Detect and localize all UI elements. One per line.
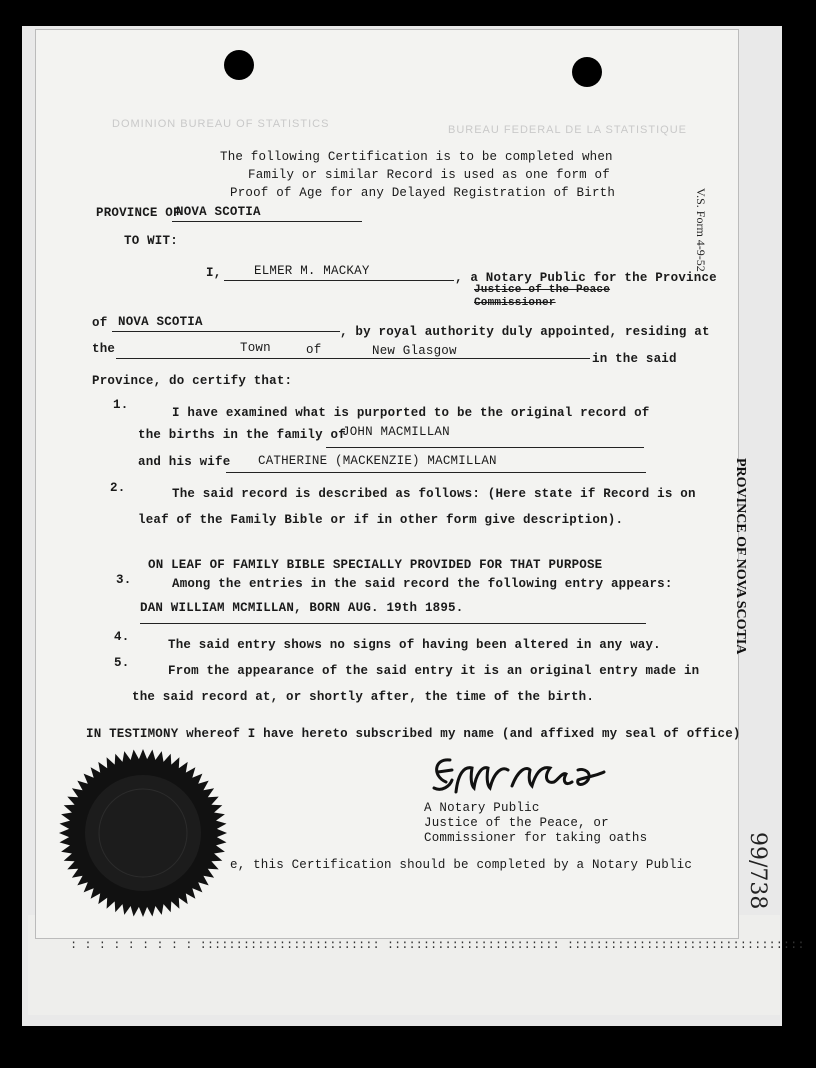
item-1-number: 1. <box>113 398 129 412</box>
notary-name: ELMER M. MACKAY <box>254 264 370 278</box>
of-value: NOVA SCOTIA <box>118 315 203 329</box>
entry-underline <box>140 623 646 624</box>
item-4-number: 4. <box>114 630 130 644</box>
item-5-number: 5. <box>114 656 130 670</box>
signature-title-3: Commissioner for taking oaths <box>424 831 648 845</box>
signature-title-2: Justice of the Peace, or <box>424 816 609 830</box>
province-underline <box>172 221 362 222</box>
wife-name: CATHERINE (MACKENZIE) MACMILLAN <box>258 454 497 468</box>
footnote: e, this Certification should be completed by a Notary Public <box>230 858 693 872</box>
of-label: of <box>92 316 108 330</box>
province-value: NOVA SCOTIA <box>176 205 261 219</box>
title-line: , a Notary Public for the Province <box>455 271 717 285</box>
the-label: the <box>92 342 116 356</box>
title-struck-commissioner: Commissioner <box>474 297 556 309</box>
item-4-text: The said entry shows no signs of having been altered in any way. <box>168 638 661 652</box>
item-1-text: I have examined what is purported to be the original record of <box>172 406 650 420</box>
of-underline <box>112 331 340 332</box>
authority-text: , by royal authority duly appointed, residing at <box>340 325 710 339</box>
punch-hole-right <box>572 57 602 87</box>
testimony-text: IN TESTIMONY whereof I have hereto subscribed my name (and affixed my seal of office) <box>86 727 741 741</box>
intro-line-1: The following Certification is to be completed when <box>220 150 613 164</box>
intro-line-2: Family or similar Record is used as one form of <box>248 168 610 182</box>
in-the-said-label: in the said <box>592 352 677 366</box>
family-name-underline <box>326 447 644 448</box>
side-province-label: PROVINCE OF NOVA SCOTIA <box>733 458 748 655</box>
notary-seal <box>58 748 228 918</box>
signature-title-1: A Notary Public <box>424 801 540 815</box>
wife-label: and his wife <box>138 455 231 469</box>
handwritten-reference-number: 99/738 <box>745 832 770 910</box>
town-value: New Glasgow <box>372 344 457 358</box>
province-certify: Province, do certify that: <box>92 374 293 388</box>
intro-line-3: Proof of Age for any Delayed Registration of Birth <box>230 186 616 200</box>
item-5-text: From the appearance of the said entry it is an original entry made in <box>168 664 700 678</box>
title-struck-justice: Justice of the Peace <box>474 284 611 296</box>
province-prefix: PROVINCE OF <box>96 206 181 220</box>
form-number: V.S. Form 4-9-52 <box>694 188 708 272</box>
town-label: Town <box>240 341 271 355</box>
births-label: the births in the family of <box>138 428 346 442</box>
notary-name-underline <box>224 280 454 281</box>
bureau-right: BUREAU FEDERAL DE LA STATISTIQUE <box>448 124 688 136</box>
item-5-text-2: the said record at, or shortly after, the time of the birth. <box>132 690 595 704</box>
entry-value: DAN WILLIAM MCMILLAN, BORN AUG. 19th 1895. <box>140 601 464 615</box>
residence-underline <box>116 358 590 359</box>
wife-name-underline <box>226 472 646 473</box>
item-2-number: 2. <box>110 481 126 495</box>
bureau-left: DOMINION BUREAU OF STATISTICS <box>112 118 330 130</box>
item-3-number: 3. <box>116 573 132 587</box>
punch-hole-left <box>224 50 254 80</box>
of2-label: of <box>306 343 322 357</box>
item-3-text: Among the entries in the said record the following entry appears: <box>172 577 673 591</box>
to-wit-label: TO WIT: <box>124 234 178 248</box>
family-name: JOHN MACMILLAN <box>342 425 450 439</box>
item-2-text-2: leaf of the Family Bible or if in other form give description). <box>138 513 624 527</box>
i-label: I, <box>206 266 222 280</box>
record-description: ON LEAF OF FAMILY BIBLE SPECIALLY PROVIDED FOR THAT PURPOSE <box>148 558 603 572</box>
underlying-form-dots: : : : : : : : : : ::::::::::::::::::::::::: :::::::::::::::::::::::: ::::::::::::::::::::::::::::::::: <box>70 938 805 952</box>
item-2-text: The said record is described as follows: (Here state if Record is on <box>172 487 696 501</box>
